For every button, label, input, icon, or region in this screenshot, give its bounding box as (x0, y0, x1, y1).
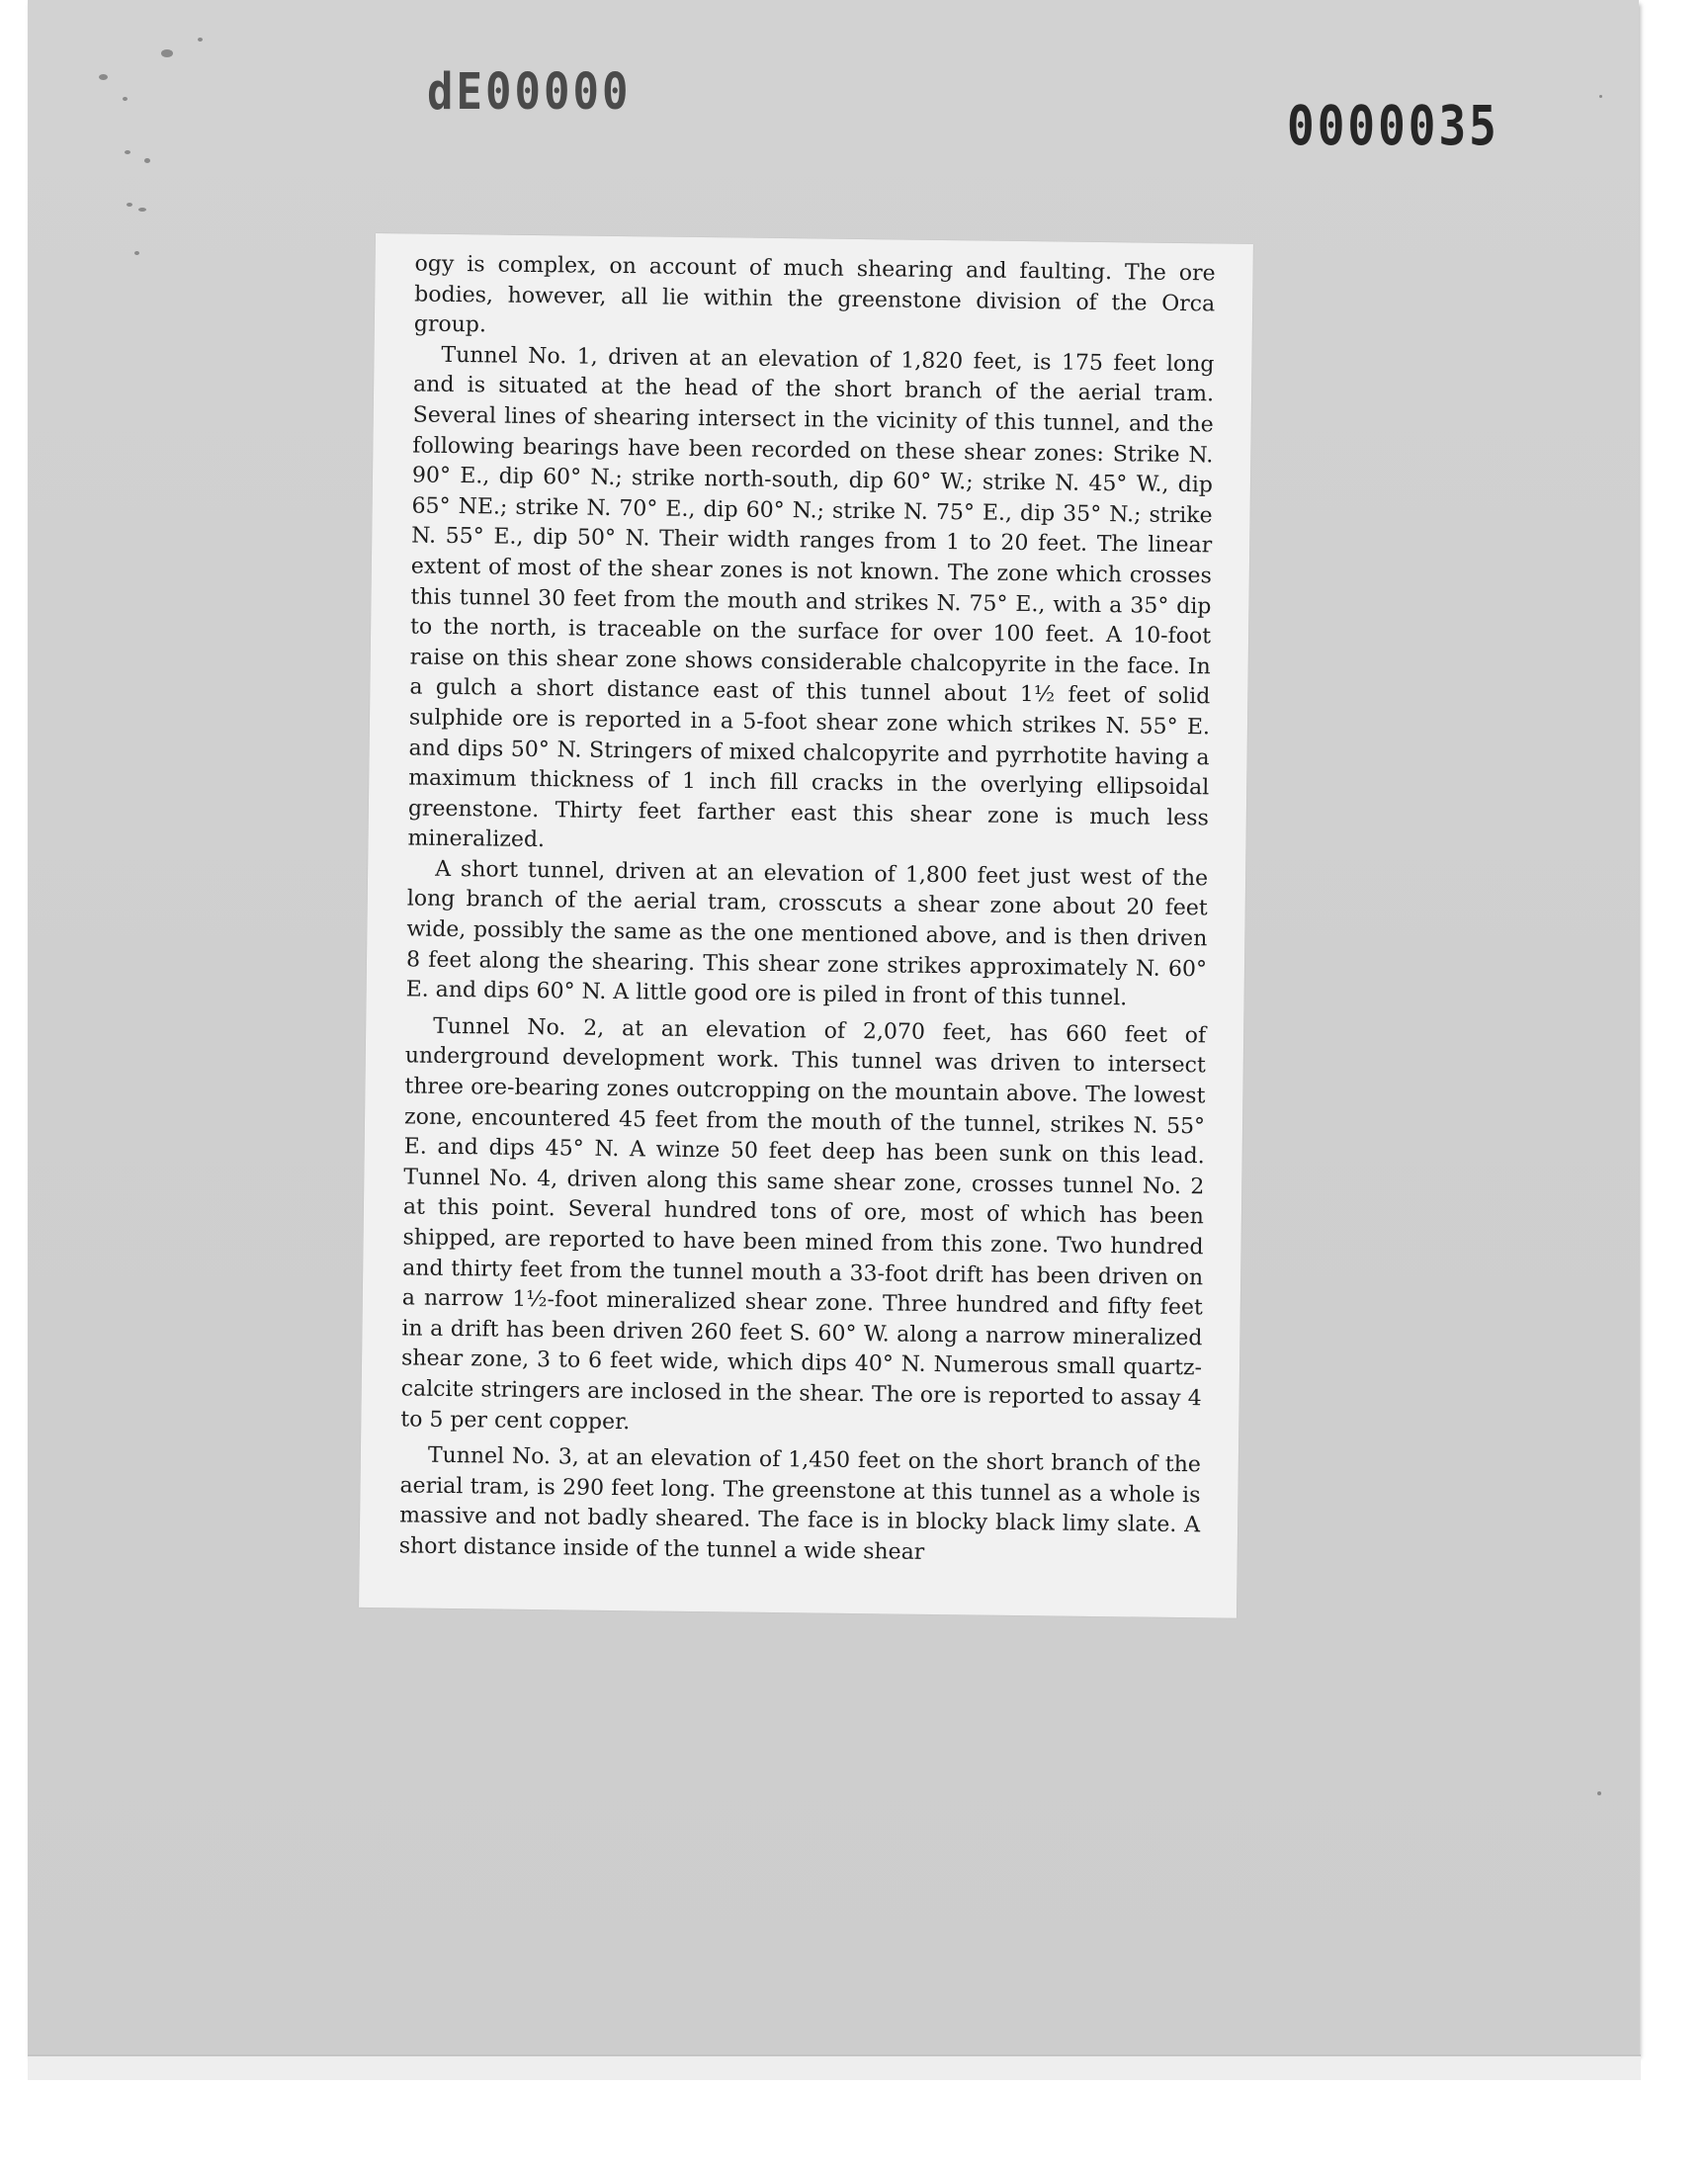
scan-speck (123, 97, 128, 101)
scan-speck (138, 208, 146, 212)
article-paragraph: Tunnel No. 3, at an elevation of 1,450 feet on the short branch of the aerial tram, is 290 feet long. The greenstone at this tunnel as a whole is massive and not badly sheared. The face is in blocky black limy slate. A short distance inside of the tunnel a wide shear (398, 1442, 1201, 1565)
scan-speck (134, 251, 139, 255)
sheet-bottom-edge (28, 2054, 1641, 2080)
scan-speck (99, 74, 108, 80)
article-paragraph: ogy is complex, on account of much shearing and faulting. The ore bodies, however, all lie within the greenstone division of the Orca group. (413, 251, 1216, 338)
article-paragraph: Tunnel No. 2, at an elevation of 2,070 feet, has 660 feet of underground development work. This tunnel was driven to intersect three ore-bearing zones outcropping on the mountain above. The lowest zone, encountered 45 feet from the mouth of the tunnel, strikes N. 55° E. and dips 45° N. A winze 50 feet deep has been sunk on this lead. Tunnel No. 4, driven along this same shear zone, crosses tunnel No. 2 at this point. Several hundred tons of ore, most of which has been shipped, are reported to have been mined from this zone. Two hundred and thirty feet from the tunnel mouth a 33-foot drift has been driven on a narrow 1½-foot mineralized shear zone. Three hundred and fifty feet in a drift has been driven 260 feet S. 60° W. along a narrow mineralized shear zone, 3 to 6 feet wide, which dips 40° N. Numerous small quartz-calcite stringers are inclosed in the shear. The ore is reported to assay 4 to 5 per cent copper. (400, 1013, 1207, 1435)
scan-speck (161, 49, 173, 57)
scan-speck (127, 203, 132, 207)
article-body (399, 249, 1216, 1571)
article-clipping (359, 233, 1253, 1618)
article-paragraph: A short tunnel, driven at an elevation of 1,800 feet just west of the long branch of the aerial tram, crosscuts a shear zone about 20 feet wide, possibly the same as the one mentioned above, and is then driven 8 feet along the shearing. This shear zone strikes approximately N. 60° E. and dips 60° N. A little good ore is piled in front of this tunnel. (405, 856, 1209, 1011)
scan-speck (144, 158, 150, 163)
scan-speck (125, 150, 130, 154)
stamp-number-left: dE00000 (427, 63, 632, 122)
scan-speck (198, 38, 203, 42)
scan-speck (1597, 1791, 1601, 1795)
article-paragraph: Tunnel No. 1, driven at an elevation of 1,820 feet, is 175 feet long and is situated at the head of the short branch of the aerial tram. Several lines of shearing intersect in the vicinity of this tunnel, and the following bearings have been recorded on these shear zones: Strike N. 90° E., dip 60° N.; strike north-south, dip 60° W.; strike N. 45° W., dip 65° NE.; strike N. 70° E., dip 60° N.; strike N. 75° E., dip 35° N.; strike N. 55° E., dip 50° N. Their width ranges from 1 to 20 feet. The linear extent of most of the shear zones is not known. The zone which crosses this tunnel 30 feet from the mouth and strikes N. 75° E., with a 35° dip to the north, is traceable on the surface for over 100 feet. A 10-foot raise on this shear zone shows considerable chalcopyrite in the face. In a gulch a short distance east of this tunnel about 1½ feet of solid sulphide ore is reported in a 5-foot shear zone which strikes N. 55° E. and dips 50° N. Stringers of mixed chalcopyrite and pyrrhotite having a maximum thickness of 1 inch fill cracks in the overlying ellipsoidal greenstone. Thirty feet farther east this shear zone is much less mineralized. (407, 342, 1215, 853)
scan-speck (1599, 95, 1602, 98)
stamp-number-right: 0000035 (1287, 93, 1499, 158)
